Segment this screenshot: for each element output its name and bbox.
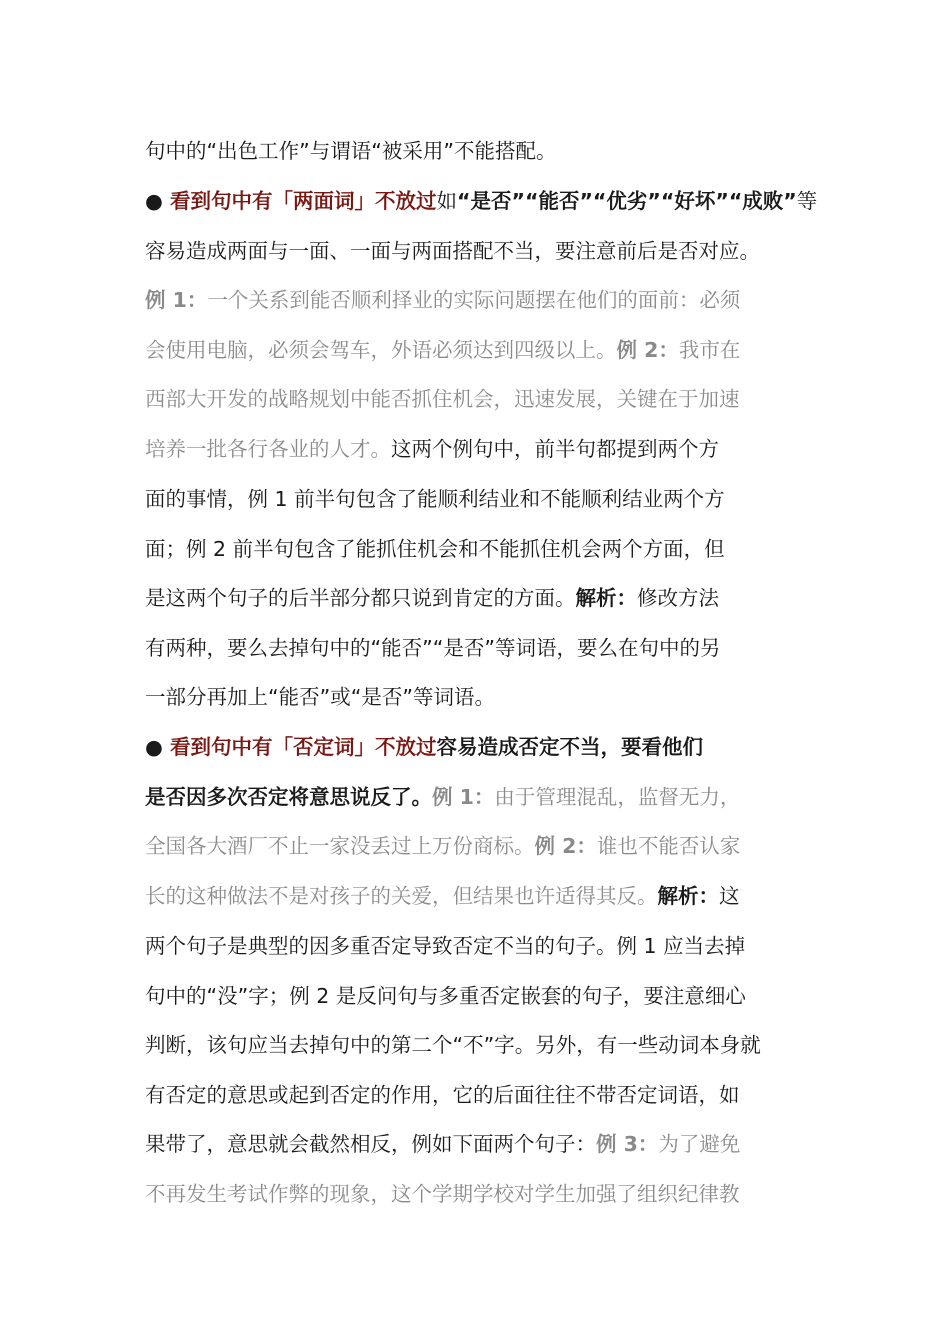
- text-segment: 一个关系到能否顺利择业的实际问题摆在他们的面前：必须: [207, 288, 741, 312]
- text-line-11: [145, 633, 720, 663]
- text-line-5: [145, 335, 740, 365]
- bullet-icon: ●: [145, 189, 171, 213]
- text-segment: 我市在: [678, 338, 741, 362]
- text-segment: 培养一批各行各业的人才。: [145, 437, 391, 461]
- text-line-18: [145, 981, 746, 1011]
- text-segment: 西部大开发的战略规划中能否抓住机会，迅速发展，关键在于加速: [145, 387, 740, 411]
- text-segment: 解析：: [575, 586, 637, 610]
- text-segment: 为了避免: [658, 1132, 741, 1156]
- text-line-6: [145, 384, 740, 414]
- text-segment: 是这两个句子的后半部分都只说到肯定的方面。: [145, 586, 576, 610]
- text-segment: 有否定的意思或起到否定的作用，它的后面往往不带否定词语，如: [145, 1083, 740, 1107]
- text-line-16: [145, 881, 740, 911]
- text-segment: 一部分再加上“能否”或“是否”等词语。: [145, 685, 495, 709]
- text-segment: 例 1：: [145, 288, 208, 312]
- text-segment: 谁也不能否认家: [596, 834, 741, 858]
- text-segment: 面；例 2 前半句包含了能抓住机会和不能抓住机会两个方面，但: [145, 537, 725, 561]
- text-line-10: [145, 583, 719, 613]
- text-line-2: [145, 186, 817, 216]
- text-segment: 等: [796, 189, 818, 213]
- text-segment: 有两种，要么去掉句中的“能否”“是否”等词语，要么在句中的另: [145, 636, 721, 660]
- text-segment: 例 2：: [534, 834, 597, 858]
- text-segment: 容易造成两面与一面、一面与两面搭配不当，要注意前后是否对应。: [145, 239, 760, 263]
- text-segment: 由于管理混乱，监督无力，: [494, 785, 741, 809]
- text-segment: 不再发生考试作弊的现象，这个学期学校对学生加强了组织纪律教: [145, 1182, 740, 1206]
- text-segment: 两个句子是典型的因多重否定导致否定不当的句子。例 1 应当去掉: [145, 934, 746, 958]
- text-segment: 看到句中有「否定词」不放过: [170, 735, 437, 759]
- text-segment: 这: [719, 884, 740, 908]
- text-segment: 例 1：: [432, 785, 495, 809]
- text-segment: “是否”“能否”“优劣”“好坏”“成败”: [457, 189, 797, 213]
- text-segment: 句中的“没”字；例 2 是反问句与多重否定嵌套的句子，要注意细心: [145, 984, 746, 1008]
- text-line-19: [145, 1030, 761, 1060]
- text-segment: 例 2：: [616, 338, 679, 362]
- text-line-14: [145, 782, 740, 812]
- text-line-22: [145, 1179, 740, 1209]
- text-segment: 解析：: [657, 884, 719, 908]
- text-segment: 这两个例句中，前半句都提到两个方: [391, 437, 719, 461]
- text-segment: 长的这种做法不是对孩子的关爱，但结果也许适得其反。: [145, 884, 658, 908]
- text-segment: 修改方法: [637, 586, 719, 610]
- text-segment: 如: [436, 189, 458, 213]
- text-line-13: [145, 732, 703, 762]
- text-segment: 判断，该句应当去掉句中的第二个“不”字。另外，有一些动词本身就: [145, 1033, 761, 1057]
- text-segment: 是否因多次否定将意思说反了。: [145, 785, 432, 809]
- text-line-15: [145, 831, 740, 861]
- text-segment: 面的事情，例 1 前半句包含了能顺利结业和不能顺利结业两个方: [145, 487, 725, 511]
- text-line-4: [145, 285, 740, 315]
- text-segment: 看到句中有「两面词」不放过: [170, 189, 437, 213]
- text-segment: 果带了，意思就会截然相反，例如下面两个句子：: [145, 1132, 596, 1156]
- text-line-1: [145, 136, 556, 166]
- text-line-3: [145, 236, 760, 266]
- text-segment: 句中的“出色工作”与谓语“被采用”不能搭配。: [145, 139, 557, 163]
- text-line-9: [145, 534, 725, 564]
- text-line-7: [145, 434, 719, 464]
- text-line-20: [145, 1080, 740, 1110]
- text-line-17: [145, 931, 745, 961]
- text-segment: 容易造成否定不当，要看他们: [436, 735, 704, 759]
- text-segment: 会使用电脑，必须会驾车，外语必须达到四级以上。: [145, 338, 617, 362]
- bullet-icon: ●: [145, 735, 171, 759]
- text-line-12: [145, 682, 495, 712]
- text-segment: 例 3：: [596, 1132, 659, 1156]
- text-line-8: [145, 484, 725, 514]
- text-line-21: [145, 1129, 740, 1159]
- text-segment: 全国各大酒厂不止一家没丢过上万份商标。: [145, 834, 535, 858]
